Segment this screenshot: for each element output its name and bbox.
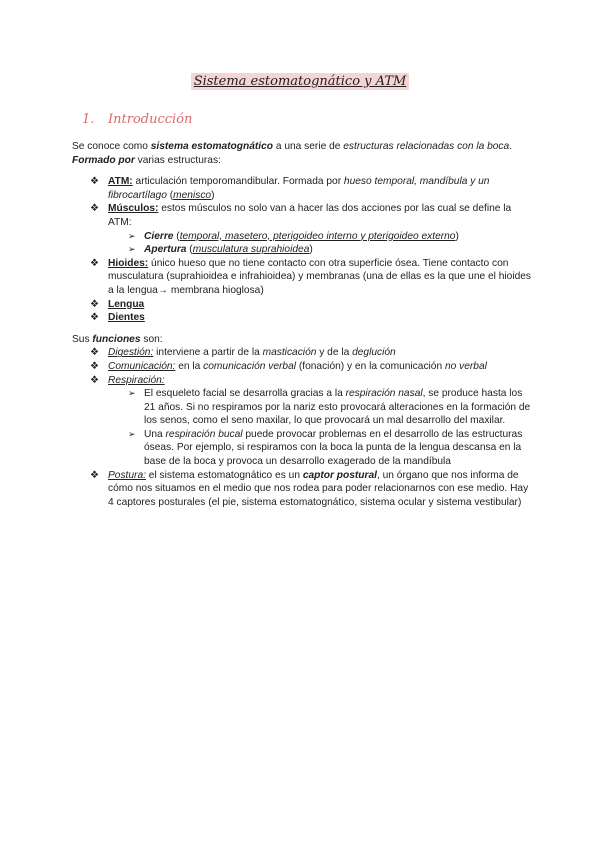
italic-term: temporal, masetero, pterigoideo interno y pterigoideo externo xyxy=(179,230,456,242)
arrow-bullet-icon: ➢ xyxy=(128,388,136,399)
text-run: Sus xyxy=(72,333,93,345)
bold-term: sistema estomatognático xyxy=(150,141,274,152)
list-term: Digestión: xyxy=(108,347,154,359)
section-label: Introducción xyxy=(108,112,193,127)
list-item-respiracion-bucal xyxy=(72,428,534,469)
italic-term: estructuras relacionadas con la boca xyxy=(343,141,510,152)
text-run: son: xyxy=(140,333,163,345)
text-run: El esqueleto facial se desarrolla gracias a la xyxy=(144,388,346,400)
list-term: Apertura xyxy=(144,244,187,256)
italic-term: hueso temporal, mandíbula y un fibrocartílago xyxy=(108,176,490,201)
text-run: , un órgano que nos informa de cómo nos situamos en el medio que nos rodea para poder relacionarnos con ese medio. Hay 4 captores posturales (el pie, sistema estomatognático, sistema ocular y sistema vestibular) xyxy=(108,469,529,508)
diamond-bullet-icon: ❖ xyxy=(90,374,99,386)
text-run: ( xyxy=(166,189,174,201)
text-run: ( xyxy=(173,230,180,242)
italic-term: respiración bucal xyxy=(165,428,243,440)
italic-term: respiración nasal xyxy=(345,388,423,400)
arrow-bullet-icon: ➢ xyxy=(128,428,136,439)
text-run: articulación temporomandibular. Formada por xyxy=(132,176,344,188)
text-run: ) xyxy=(455,230,459,242)
list-term: Hioides: xyxy=(108,257,149,269)
list-item-comunicacion xyxy=(72,360,534,374)
diamond-bullet-icon: ❖ xyxy=(90,257,99,269)
text-run: (fonación) y en la comunicación xyxy=(296,360,445,372)
list-item-atm xyxy=(72,175,534,202)
intro-paragraph xyxy=(72,140,534,167)
list-term: Respiración: xyxy=(108,374,165,386)
funciones-list xyxy=(72,346,534,509)
text-run: único hueso que no tiene contacto con otra superficie ósea. Tiene contacto con musculatura (suprahioidea e infrahioidea) y membranas (una de ellas es la que une el hioides a la lengua→ membrana hioglosa) xyxy=(108,257,532,296)
list-term: ATM: xyxy=(108,176,133,188)
arrow-bullet-icon: ➢ xyxy=(128,244,136,255)
list-item-dientes xyxy=(72,311,534,325)
list-item-apertura xyxy=(72,243,534,257)
bold-term: Formado por xyxy=(72,154,135,166)
diamond-bullet-icon: ❖ xyxy=(90,347,99,359)
italic-term: musculatura suprahioidea xyxy=(192,244,310,256)
italic-term: no verbal xyxy=(444,360,487,372)
diamond-bullet-icon: ❖ xyxy=(90,176,99,188)
arrow-bullet-icon: ➢ xyxy=(128,230,136,241)
text-run: ) xyxy=(309,244,313,256)
text-run: . xyxy=(509,141,513,152)
list-term: Lengua xyxy=(108,298,145,310)
diamond-bullet-icon: ❖ xyxy=(90,469,99,481)
list-item-cierre xyxy=(72,230,534,244)
list-term: Dientes xyxy=(108,312,145,324)
italic-term: masticación xyxy=(262,347,317,359)
italic-term: deglución xyxy=(352,347,396,359)
diamond-bullet-icon: ❖ xyxy=(90,312,99,324)
list-item-digestion xyxy=(72,346,534,360)
italic-term: comunicación verbal xyxy=(203,360,297,372)
section-number: 1. xyxy=(82,112,95,127)
text-run: , se produce hasta los 21 años. Si no respiramos por la nariz esto provocará alteraciones en la formación de los senos, como el seno maxilar, lo que provocará un mal desarrollo del maxilar. xyxy=(144,388,531,427)
section-heading xyxy=(82,112,192,127)
text-run: Se conoce como xyxy=(72,141,151,152)
structures-list xyxy=(72,175,534,325)
list-item-postura xyxy=(72,469,534,510)
list-item-respiracion-nasal xyxy=(72,387,534,428)
text-run: a una serie de xyxy=(273,141,344,152)
bold-term: captor postural xyxy=(302,469,377,481)
funciones-intro xyxy=(72,333,534,347)
title-block xyxy=(0,73,600,90)
text-run: Una xyxy=(144,428,166,440)
italic-term: menisco xyxy=(173,189,212,201)
list-term: Músculos: xyxy=(108,203,159,215)
list-item-lengua xyxy=(72,298,534,312)
list-item-musculos xyxy=(72,202,534,229)
diamond-bullet-icon: ❖ xyxy=(90,298,99,310)
list-term: Comunicación: xyxy=(108,360,176,372)
text-run: estos músculos no solo van a hacer las dos acciones por las cual se define la ATM: xyxy=(108,203,512,228)
text-run: en la xyxy=(175,360,204,372)
page-title: Sistema estomatognático y ATM xyxy=(191,73,410,90)
text-run: el sistema estomatognático es un xyxy=(145,469,303,481)
bold-term: funciones xyxy=(92,333,141,345)
list-term: Cierre xyxy=(144,230,174,242)
list-term: Postura: xyxy=(108,469,146,481)
document-body xyxy=(72,140,534,509)
text-run: ( xyxy=(186,244,193,256)
list-item-hioides xyxy=(72,257,534,298)
diamond-bullet-icon: ❖ xyxy=(90,203,99,215)
text-run: puede provocar problemas en el desarrollo de las estructuras óseas. Por ejemplo, si respiramos con la boca la punta de la lengua descansa en la base de la boca y provoca un desarrollo exagerado de la mandíbula xyxy=(144,428,523,468)
text-run: interviene a partir de la xyxy=(153,347,263,359)
diamond-bullet-icon: ❖ xyxy=(90,360,99,372)
text-run: ) xyxy=(211,189,215,201)
text-run: varias estructuras: xyxy=(134,154,221,166)
text-run: y de la xyxy=(316,347,353,359)
list-item-respiracion xyxy=(72,374,534,388)
